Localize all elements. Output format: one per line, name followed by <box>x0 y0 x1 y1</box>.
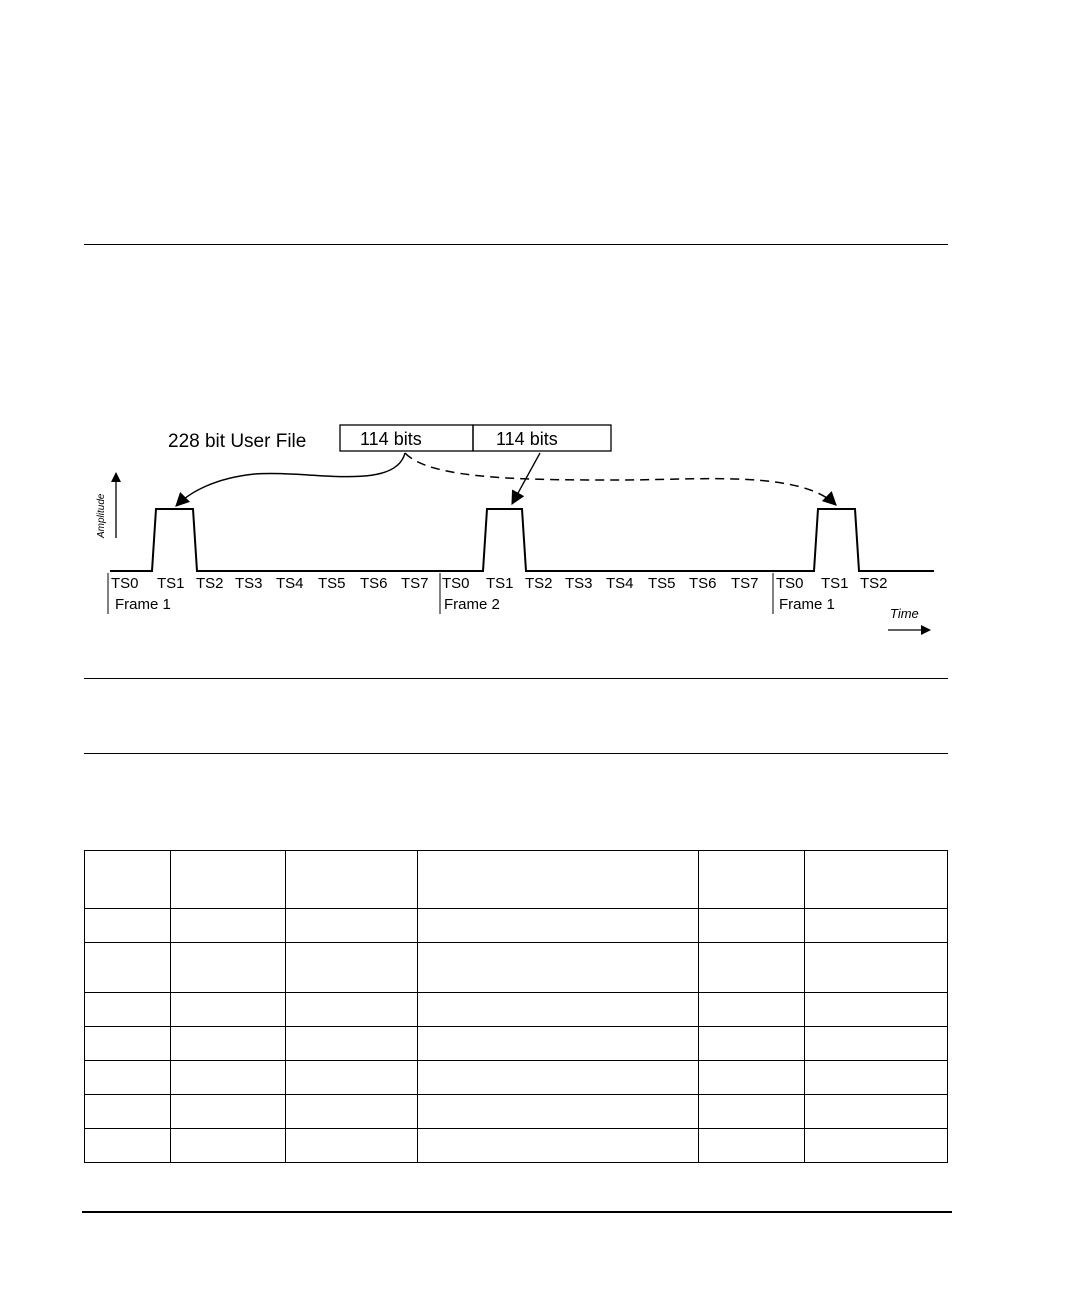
ts-label: TS4 <box>606 575 634 592</box>
table-cell <box>805 1095 948 1129</box>
table-cell <box>171 851 286 909</box>
ts-label: TS2 <box>525 575 553 592</box>
table-cell <box>85 909 171 943</box>
ts-label: TS7 <box>401 575 429 592</box>
table-cell <box>699 1027 805 1061</box>
table-cell <box>286 993 418 1027</box>
table-cell <box>699 909 805 943</box>
table-cell <box>805 1061 948 1095</box>
frame-label: Frame 2 <box>444 596 500 613</box>
table-cell <box>85 851 171 909</box>
table-cell <box>85 1129 171 1163</box>
table-cell <box>171 993 286 1027</box>
ts-label: TS7 <box>731 575 759 592</box>
table-cell <box>171 1129 286 1163</box>
section-rule <box>84 753 948 754</box>
table-cell <box>171 1061 286 1095</box>
table-cell <box>418 1095 699 1129</box>
dashed-arrow-to-next-frame <box>405 453 836 505</box>
bits-block-1-label: 114 bits <box>360 429 422 449</box>
figure-bottom-rule <box>84 678 948 679</box>
arrow-to-frame1-burst <box>176 453 405 506</box>
table-cell <box>699 1061 805 1095</box>
table-cell <box>699 993 805 1027</box>
table-cell <box>171 1095 286 1129</box>
table-cell <box>85 943 171 993</box>
table-cell <box>805 1129 948 1163</box>
table-cell <box>286 909 418 943</box>
table-cell <box>699 943 805 993</box>
table-row <box>85 943 948 993</box>
table-cell <box>418 993 699 1027</box>
ts-label: TS5 <box>648 575 676 592</box>
table-cell <box>171 943 286 993</box>
table-cell <box>805 993 948 1027</box>
table-cell <box>699 1129 805 1163</box>
table-row <box>85 1061 948 1095</box>
ts-label: TS5 <box>318 575 346 592</box>
table-cell <box>286 851 418 909</box>
ts-label: TS3 <box>235 575 263 592</box>
table-cell <box>418 851 699 909</box>
signal-waveform <box>110 509 934 571</box>
table-cell <box>418 1061 699 1095</box>
table-cell <box>85 1027 171 1061</box>
ts-label: TS0 <box>776 575 804 592</box>
footer-rule <box>82 1211 952 1213</box>
ts-label: TS1 <box>821 575 849 592</box>
table-cell <box>418 1129 699 1163</box>
ts-label: TS2 <box>196 575 224 592</box>
table-row <box>85 993 948 1027</box>
ts-label: TS2 <box>860 575 888 592</box>
table-cell <box>85 1061 171 1095</box>
table-cell <box>699 1095 805 1129</box>
table-cell <box>418 1027 699 1061</box>
data-table <box>84 850 948 1163</box>
table-cell <box>85 993 171 1027</box>
table-cell <box>805 851 948 909</box>
table-row <box>85 1027 948 1061</box>
ts-label: TS0 <box>442 575 470 592</box>
table-header-row <box>85 851 948 909</box>
frame-label: Frame 1 <box>115 596 171 613</box>
table-cell <box>286 1027 418 1061</box>
table-cell <box>805 943 948 993</box>
table-cell <box>805 909 948 943</box>
table-cell <box>171 909 286 943</box>
table-cell <box>286 1061 418 1095</box>
table-row <box>85 909 948 943</box>
bits-block-2-label: 114 bits <box>496 429 558 449</box>
user-file-label: 228 bit User File <box>168 431 307 452</box>
table-row <box>85 1129 948 1163</box>
table-cell <box>805 1027 948 1061</box>
ts-label: TS4 <box>276 575 304 592</box>
table-cell <box>286 943 418 993</box>
table-row <box>85 1095 948 1129</box>
ts-label: TS3 <box>565 575 593 592</box>
ts-label: TS6 <box>360 575 388 592</box>
amplitude-axis-label: Amplitude <box>96 493 107 538</box>
ts-label: TS1 <box>157 575 185 592</box>
table-cell <box>418 909 699 943</box>
time-axis-label: Time <box>890 606 919 621</box>
table-cell <box>286 1095 418 1129</box>
table-cell <box>85 1095 171 1129</box>
ts-label: TS0 <box>111 575 139 592</box>
table-cell <box>418 943 699 993</box>
table-cell <box>171 1027 286 1061</box>
frame-label: Frame 1 <box>779 596 835 613</box>
ts-label: TS1 <box>486 575 514 592</box>
table-cell <box>286 1129 418 1163</box>
ts-label: TS6 <box>689 575 717 592</box>
table-cell <box>699 851 805 909</box>
